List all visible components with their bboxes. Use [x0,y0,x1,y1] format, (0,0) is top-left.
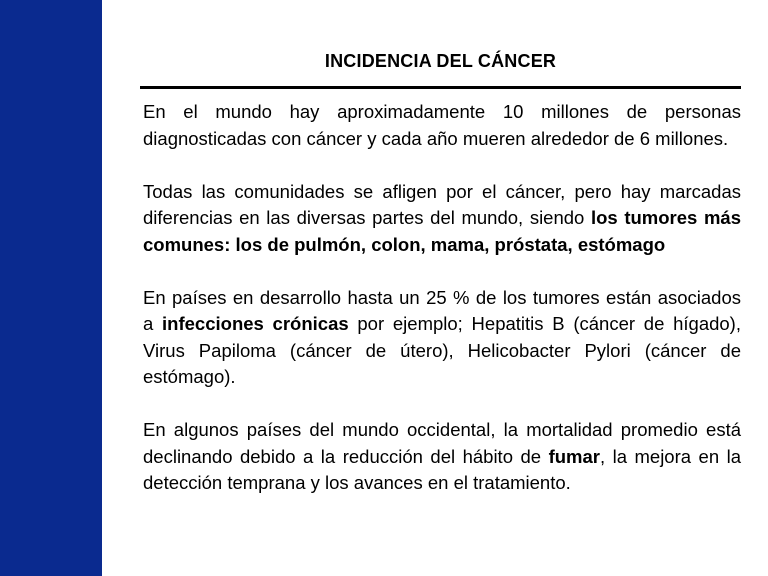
paragraph-incidence [143,99,741,152]
paragraph-regional-text: Todas las comunidades se afligen por el cáncer, pero hay marcadas diferencias en las diversas partes del mundo, siendo [143,180,741,228]
paragraph-infections-examples: por ejemplo; Hepatitis B (cáncer de hígado), Virus Papiloma (cáncer de útero), Helicobacter Pylori (cáncer de estómago). [143,313,741,387]
smoking-highlight: fumar [548,445,600,467]
paragraph-mortality-trend [143,417,741,497]
slide-body [143,99,741,497]
chronic-infections-highlight: infecciones crónicas [162,313,349,334]
common-tumors-highlight: los tumores más comunes: los de pulmón, colon, mama, próstata, estómago [143,207,741,255]
paragraph-mortality-intro: En algunos países del mundo occidental, la mortalidad promedio está declinando debido a la reducción del hábito de [143,419,741,467]
side-color-band [0,0,102,576]
paragraph-mortality-rest: , la mejora en la detección temprana y los avances en el tratamiento. [143,445,741,493]
title-underline [140,86,741,89]
paragraph-infections-intro: En países en desarrollo hasta un 25 % de los tumores están asociados a [143,286,741,334]
paragraph-regional-differences [143,179,741,259]
slide-title: INCIDENCIA DEL CÁNCER [324,51,557,71]
paragraph-incidence-text: En el mundo hay aproximadamente 10 millones de personas diagnosticadas con cáncer y cada año mueren alrededor de 6 millones. [143,101,741,149]
paragraph-infections [143,285,741,391]
